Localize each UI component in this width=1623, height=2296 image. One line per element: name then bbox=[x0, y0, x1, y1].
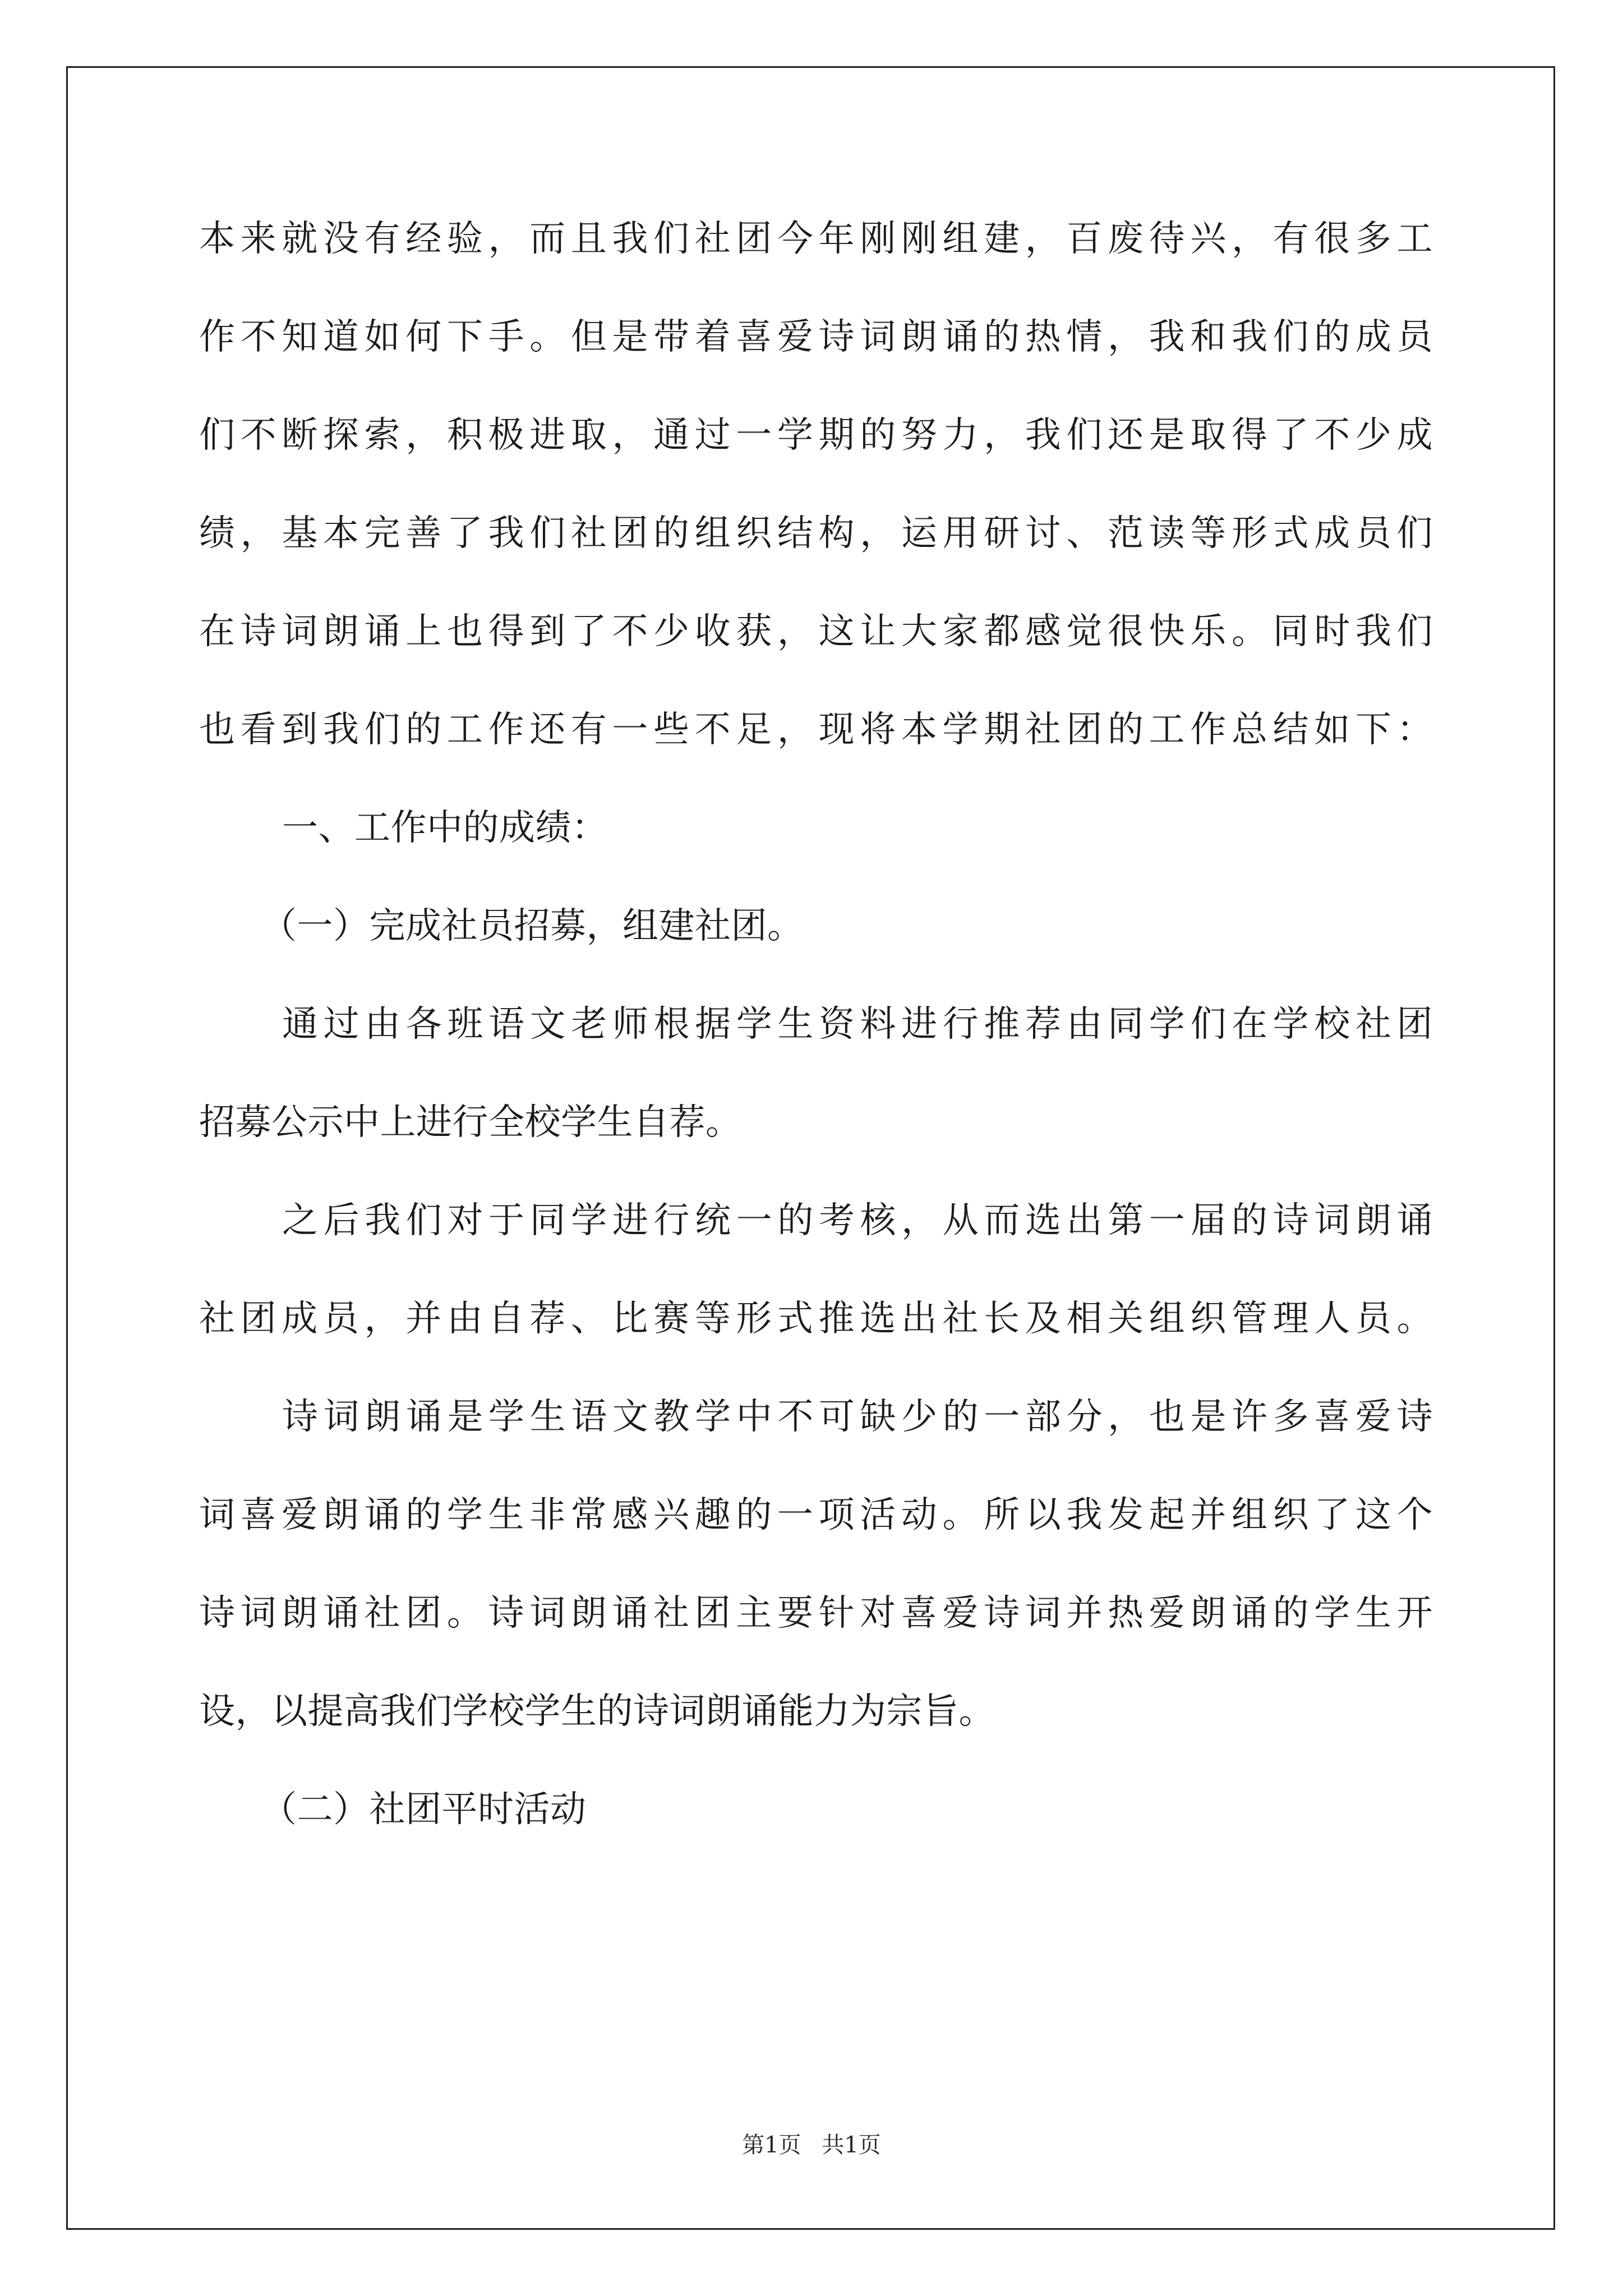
document-body bbox=[199, 219, 1433, 1888]
paragraph-line: 设，以提高我们学校学生的诗词朗诵能力为宗旨。 bbox=[199, 1691, 995, 1732]
subsection-heading: （一）完成社员招募，组建社团。 bbox=[261, 905, 804, 947]
section-heading: 一、工作中的成绩： bbox=[282, 807, 608, 849]
paragraph-line: 通过由各班语文老师根据学生资料进行推荐由同学们在学校社团 bbox=[282, 1004, 1433, 1045]
paragraph-line: 作不知道如何下手。但是带着喜爱诗词朗诵的热情，我和我们的成员 bbox=[199, 316, 1433, 358]
paragraph-line: 也看到我们的工作还有一些不足，现将本学期社团的工作总结如下： bbox=[199, 709, 1433, 751]
subsection-heading: （二）社团平时活动 bbox=[261, 1789, 587, 1830]
page-footer bbox=[0, 2132, 1623, 2159]
paragraph-line: 社团成员，并由自荐、比赛等形式推选出社长及相关组织管理人员。 bbox=[199, 1298, 1433, 1340]
page-number-current: 第1页 bbox=[742, 2132, 801, 2158]
page-number-total: 共1页 bbox=[822, 2132, 881, 2158]
paragraph-line: 本来就没有经验，而且我们社团今年刚刚组建，百废待兴，有很多工 bbox=[199, 218, 1433, 260]
paragraph-line: 们不断探索，积极进取，通过一学期的努力，我们还是取得了不少成 bbox=[199, 415, 1433, 456]
paragraph-line: 绩，基本完善了我们社团的组织结构，运用研讨、范读等形式成员们 bbox=[199, 513, 1433, 554]
paragraph-line: 词喜爱朗诵的学生非常感兴趣的一项活动。所以我发起并组织了这个 bbox=[199, 1494, 1433, 1536]
paragraph-line: 诗词朗诵社团。诗词朗诵社团主要针对喜爱诗词并热爱朗诵的学生开 bbox=[199, 1593, 1433, 1634]
paragraph-line: 在诗词朗诵上也得到了不少收获，这让大家都感觉很快乐。同时我们 bbox=[199, 611, 1433, 652]
paragraph-line: 之后我们对于同学进行统一的考核，从而选出第一届的诗词朗诵 bbox=[282, 1200, 1433, 1241]
paragraph-line: 诗词朗诵是学生语文教学中不可缺少的一部分，也是许多喜爱诗 bbox=[282, 1396, 1433, 1438]
paragraph-line: 招募公示中上进行全校学生自荐。 bbox=[199, 1102, 742, 1143]
